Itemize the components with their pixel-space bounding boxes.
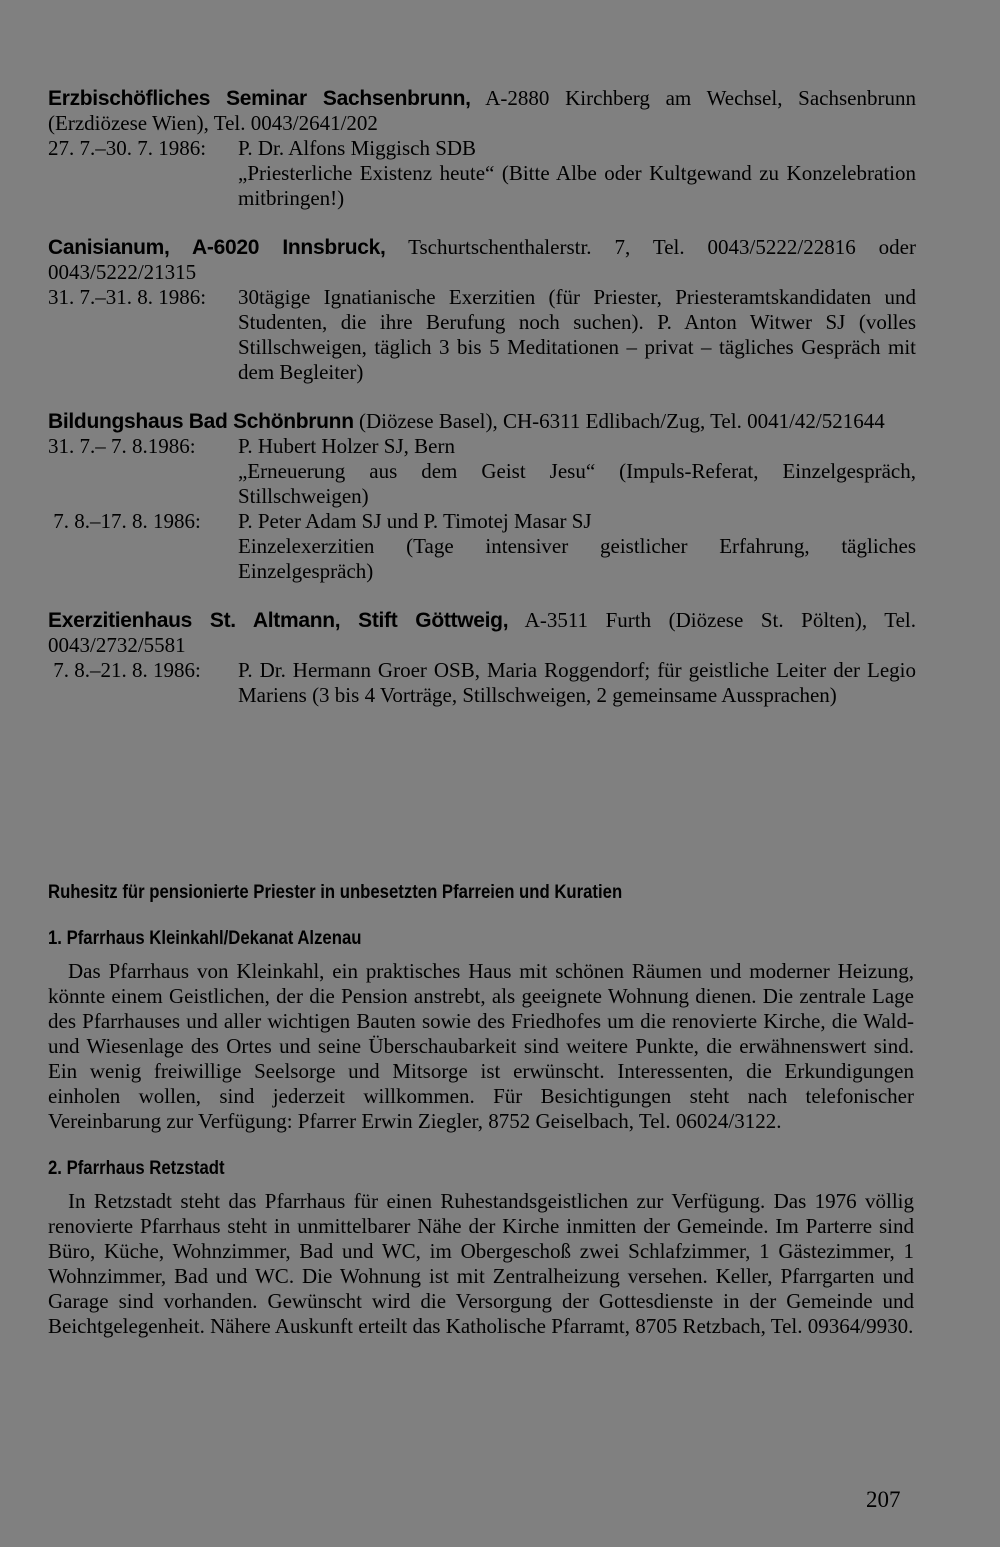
listing-details: A-3511 Furth (Diözese St. Pölten), Tel. 0043/2732/5581 xyxy=(48,608,917,657)
event-date: 31. 7.– 7. 8.1986: xyxy=(48,434,196,458)
listing-event xyxy=(48,658,916,708)
event-description xyxy=(238,136,916,211)
listing-header xyxy=(48,235,916,285)
event-line: Einzelexerzitien (Tage intensiver geistlicher Erfahrung, tägliches Einzelgespräch) xyxy=(238,534,916,583)
event-line: P. Hubert Holzer SJ, Bern xyxy=(238,434,455,458)
event-line: P. Dr. Alfons Miggisch SDB xyxy=(238,136,477,160)
event-date: 31. 7.–31. 8. 1986: xyxy=(48,285,207,309)
event-description xyxy=(238,285,916,385)
listing xyxy=(48,409,916,584)
event-date: 7. 8.–21. 8. 1986: xyxy=(48,658,201,682)
listing-header xyxy=(48,86,916,136)
listing-event xyxy=(48,285,916,385)
event-description xyxy=(238,658,916,708)
listing xyxy=(48,86,916,211)
event-line: 30tägige Ignatianische Exerzitien (für Priester, Priesteramtskandidaten und Studenten, die ihre Berufung noch suchen). P. Anton Witwer SJ (volles Stillschweigen, täglich 3 bis 5 Meditationen – privat – tägliches Gespräch mit dem Begleiter) xyxy=(238,285,916,384)
listing-name: Exerzitienhaus St. Altmann, Stift Göttweig, xyxy=(48,609,509,632)
retreat-listings xyxy=(48,86,916,732)
subsection-title: 2. Pfarrhaus Retzstadt xyxy=(48,1158,225,1179)
listing-details: A-2880 Kirchberg am Wechsel, Sachsenbrunn (Erzdiözese Wien), Tel. 0043/2641/202 xyxy=(48,86,916,135)
listing-header xyxy=(48,409,916,434)
event-description xyxy=(238,434,916,509)
subsection-paragraph: Das Pfarrhaus von Kleinkahl, ein praktisches Haus mit schönen Räumen und moderner Heizung, könnte einem Geistlichen, der die Pension anstrebt, als geeignete Wohnung dienen. Die zentrale Lage des Pfarrhauses und aller wichtigen Bauten sowie des Friedhofes um die renovierte Kirche, die Wald- und Wiesenlage des Ortes und seine Überschaubarkeit sind weitere Punkte, die erwähnenswert sind. Ein wenig freiwillige Seelsorge und Mitsorge ist erwünscht. Interessenten, die Erkundigungen einholen wollen, sind jederzeit willkommen. Für Besichtigungen steht nach telefonischer Vereinbarung zur Verfügung: Pfarrer Erwin Ziegler, 8752 Geiselbach, Tel. 06024/3122. xyxy=(48,959,914,1133)
event-date: 7. 8.–17. 8. 1986: xyxy=(48,509,201,533)
listing-event xyxy=(48,136,916,211)
event-line: P. Peter Adam SJ und P. Timotej Masar SJ xyxy=(238,509,592,533)
listing-details: Tschurtschenthalerstr. 7, Tel. 0043/5222/22816 oder 0043/5222/21315 xyxy=(48,235,917,284)
listing-name: Erzbischöfliches Seminar Sachsenbrunn, xyxy=(48,87,471,110)
listing-event xyxy=(48,509,916,584)
event-date: 27. 7.–30. 7. 1986: xyxy=(48,136,207,160)
event-line: „Erneuerung aus dem Geist Jesu“ (Impuls-Referat, Einzelgespräch, Stillschweigen) xyxy=(238,459,916,508)
subsection-paragraph: In Retzstadt steht das Pfarrhaus für einen Ruhestandsgeistlichen zur Verfügung. Das 1976 völlig renovierte Pfarrhaus steht in unmittelbarer Nähe der Kirche inmitten der Gemeinde. Im Parterre sind Büro, Küche, Wohnzimmer, Bad und WC, im Obergeschoß zwei Schlafzimmer, 1 Gästezimmer, 1 Wohnzimmer, Bad und WC. Die Wohnung ist mit Zentralheizung versehen. Keller, Pfarrgarten und Garage sind vorhanden. Gewünscht wird die Versorgung der Gottesdienste in der Gemeinde und Beichtgelegenheit. Nähere Auskunft erteilt das Katholische Pfarramt, 8705 Retzbach, Tel. 09364/9930. xyxy=(48,1189,914,1338)
subsection-title: 1. Pfarrhaus Kleinkahl/Dekanat Alzenau xyxy=(48,928,362,949)
listing xyxy=(48,608,916,708)
page-number: 207 xyxy=(866,1487,901,1512)
listing-name: Canisianum, A-6020 Innsbruck, xyxy=(48,236,386,259)
event-line: P. Dr. Hermann Groer OSB, Maria Roggendorf; für geistliche Leiter der Legio Mariens (3 bis 4 Vorträge, Stillschweigen, 2 gemeinsame Aussprachen) xyxy=(238,658,916,707)
section-title: Ruhesitz für pensionierte Priester in unbesetzten Pfarreien und Kuratien xyxy=(48,882,623,903)
event-description xyxy=(238,509,916,584)
listing-header xyxy=(48,608,916,658)
listing-event xyxy=(48,434,916,509)
listing-name: Bildungshaus Bad Schönbrunn xyxy=(48,410,354,433)
retirement-notices xyxy=(48,880,914,1361)
listing-details: (Diözese Basel), CH-6311 Edlibach/Zug, Tel. 0041/42/521644 xyxy=(358,409,885,433)
event-line: „Priesterliche Existenz heute“ (Bitte Albe oder Kultgewand zu Konzelebration mitbringen!) xyxy=(238,161,916,210)
listing xyxy=(48,235,916,385)
